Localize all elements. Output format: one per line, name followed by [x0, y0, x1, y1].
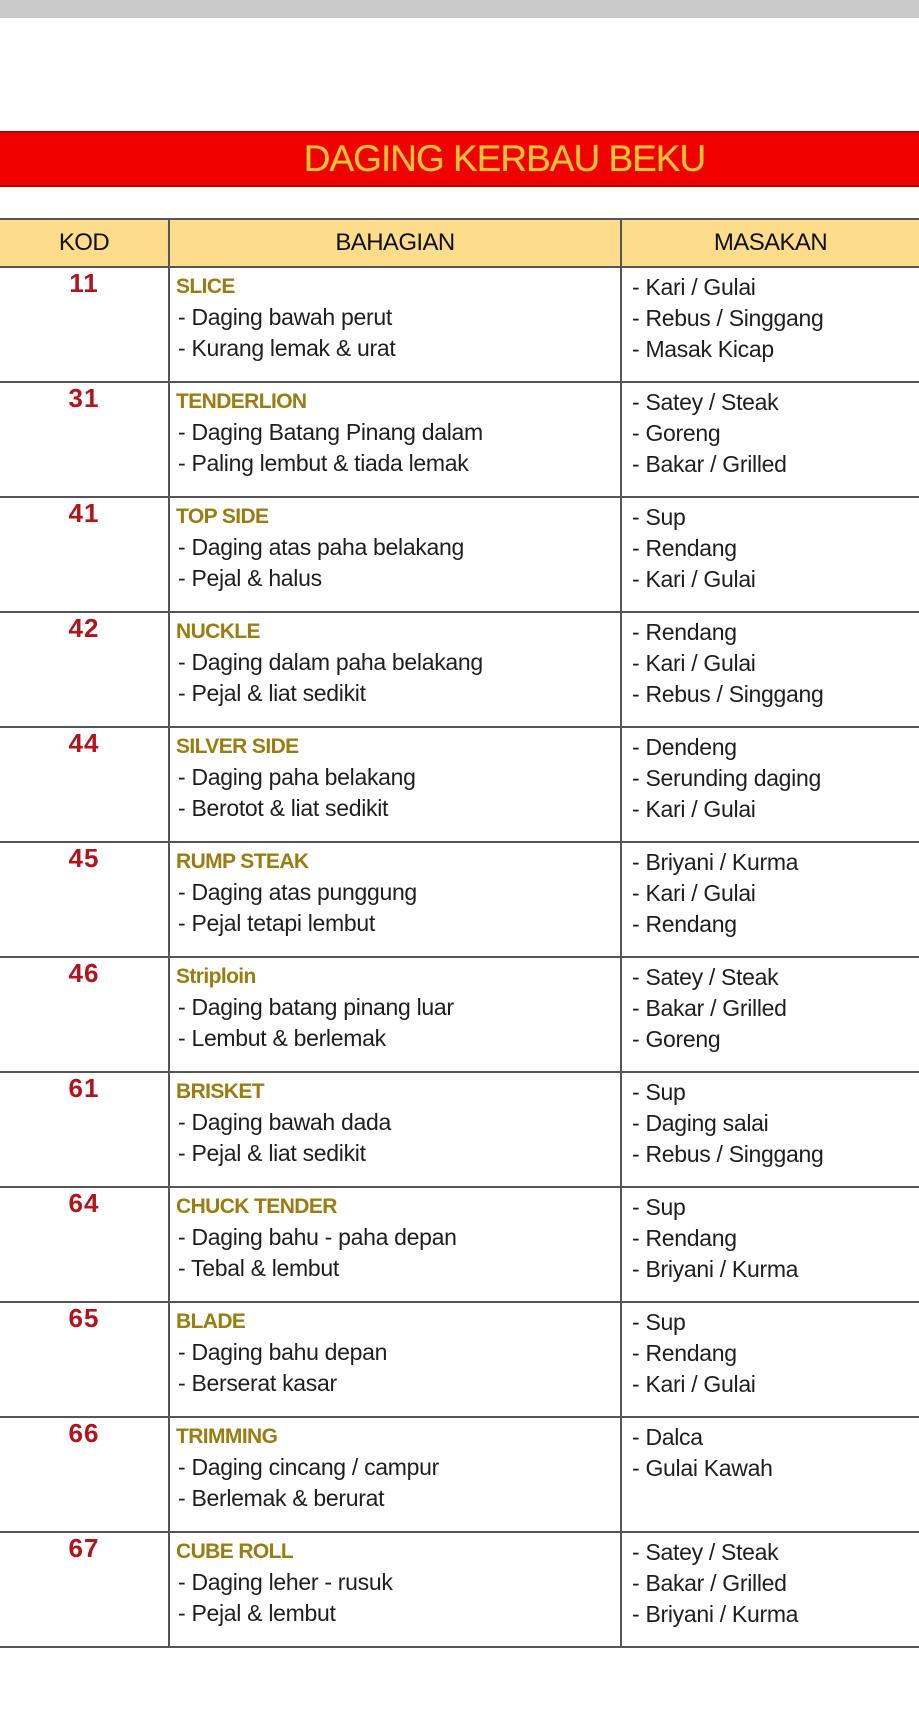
cooking-method-2: - Rebus / Singgang	[632, 305, 824, 331]
cut-name: SILVER SIDE	[176, 735, 299, 758]
cut-code: 42	[0, 612, 169, 727]
cooking-method-2: - Goreng	[632, 420, 721, 446]
cut-part-cell	[169, 382, 621, 497]
cut-description-2: - Berotot & liat sedikit	[178, 795, 389, 821]
cut-part-cell	[169, 957, 621, 1072]
cooking-method-3: - Rebus / Singgang	[632, 681, 824, 707]
cooking-method-3: - Briyani / Kurma	[632, 1256, 799, 1282]
table-row	[0, 1072, 919, 1187]
cut-name: CUBE ROLL	[176, 1540, 294, 1563]
cooking-methods-cell	[621, 497, 919, 612]
table-row	[0, 1532, 919, 1647]
top-gray-strip	[0, 0, 919, 18]
header-kod: KOD	[0, 219, 169, 267]
table-row	[0, 267, 919, 382]
cut-description-1: - Daging dalam paha belakang	[178, 649, 483, 675]
cut-part-cell	[169, 1187, 621, 1302]
cooking-method-3: - Rebus / Singgang	[632, 1141, 824, 1167]
cut-description-2: - Pejal & lembut	[178, 1600, 336, 1626]
cut-part-cell	[169, 1532, 621, 1647]
cut-description-2: - Kurang lemak & urat	[178, 335, 396, 361]
bottom-blank-area	[0, 1650, 919, 1711]
cooking-method-2: - Kari / Gulai	[632, 880, 756, 906]
cooking-method-1: - Satey / Steak	[632, 389, 779, 415]
table-row	[0, 842, 919, 957]
cut-code: 31	[0, 382, 169, 497]
cut-name: CHUCK TENDER	[176, 1195, 337, 1218]
cut-description-1: - Daging leher - rusuk	[178, 1569, 393, 1595]
cooking-method-1: - Satey / Steak	[632, 1539, 779, 1565]
cut-part-cell	[169, 267, 621, 382]
cooking-method-1: - Dendeng	[632, 734, 737, 760]
cut-name: TOP SIDE	[176, 505, 269, 528]
cooking-method-3: - Bakar / Grilled	[632, 451, 787, 477]
cooking-method-2: - Rendang	[632, 1225, 737, 1251]
cooking-method-3: - Kari / Gulai	[632, 796, 756, 822]
cut-code: 44	[0, 727, 169, 842]
table-row	[0, 727, 919, 842]
cut-part-cell	[169, 1417, 621, 1532]
cut-description-1: - Daging batang pinang luar	[178, 994, 454, 1020]
cut-description-1: - Daging paha belakang	[178, 764, 416, 790]
table-row	[0, 957, 919, 1072]
table-row	[0, 382, 919, 497]
cut-code: 11	[0, 267, 169, 382]
cut-part-cell	[169, 1072, 621, 1187]
cut-description-2: - Pejal & halus	[178, 565, 322, 591]
cooking-method-2: - Bakar / Grilled	[632, 1570, 787, 1596]
cooking-method-2: - Rendang	[632, 535, 737, 561]
cooking-method-1: - Dalca	[632, 1424, 703, 1450]
cooking-methods-cell	[621, 1417, 919, 1532]
cooking-method-1: - Kari / Gulai	[632, 274, 756, 300]
cut-description-1: - Daging bahu depan	[178, 1339, 388, 1365]
cooking-method-3: - Masak Kicap	[632, 336, 774, 362]
meat-cuts-table	[0, 218, 919, 1648]
cooking-method-1: - Briyani / Kurma	[632, 849, 799, 875]
table-row	[0, 1302, 919, 1417]
table-header-row	[0, 219, 919, 267]
cooking-methods-cell	[621, 842, 919, 957]
cut-description-1: - Daging Batang Pinang dalam	[178, 419, 483, 445]
cooking-method-2: - Daging salai	[632, 1110, 769, 1136]
cooking-method-1: - Sup	[632, 504, 686, 530]
cut-description-2: - Tebal & lembut	[178, 1255, 339, 1281]
cooking-method-1: - Rendang	[632, 619, 737, 645]
cut-name: Striploin	[176, 965, 256, 988]
cooking-method-2: - Bakar / Grilled	[632, 995, 787, 1021]
cooking-methods-cell	[621, 1072, 919, 1187]
header-masakan: MASAKAN	[621, 219, 919, 267]
cooking-methods-cell	[621, 727, 919, 842]
cut-description-1: - Daging atas paha belakang	[178, 534, 465, 560]
cut-description-2: - Berserat kasar	[178, 1370, 337, 1396]
cut-code: 64	[0, 1187, 169, 1302]
cut-description-2: - Lembut & berlemak	[178, 1025, 386, 1051]
cut-code: 61	[0, 1072, 169, 1187]
cooking-methods-cell	[621, 957, 919, 1072]
cut-description-1: - Daging cincang / campur	[178, 1454, 439, 1480]
cut-part-cell	[169, 842, 621, 957]
cooking-methods-cell	[621, 382, 919, 497]
table-body	[0, 267, 919, 1647]
cut-code: 67	[0, 1532, 169, 1647]
cooking-method-3: - Kari / Gulai	[632, 1371, 756, 1397]
cut-description-1: - Daging atas punggung	[178, 879, 417, 905]
cut-description-2: - Paling lembut & tiada lemak	[178, 450, 469, 476]
cut-description-2: - Pejal tetapi lembut	[178, 910, 375, 936]
cut-description-2: - Pejal & liat sedikit	[178, 680, 366, 706]
cooking-method-3: - Kari / Gulai	[632, 566, 756, 592]
cooking-method-2: - Rendang	[632, 1340, 737, 1366]
cooking-methods-cell	[621, 612, 919, 727]
table-row	[0, 497, 919, 612]
page-title: DAGING KERBAU BEKU	[303, 138, 706, 179]
cut-name: NUCKLE	[176, 620, 260, 643]
cut-code: 66	[0, 1417, 169, 1532]
header-bahagian: BAHAGIAN	[169, 219, 621, 267]
cut-code: 41	[0, 497, 169, 612]
cooking-method-3: - Briyani / Kurma	[632, 1601, 799, 1627]
cut-code: 65	[0, 1302, 169, 1417]
cut-name: RUMP STEAK	[176, 850, 309, 873]
cooking-method-1: - Sup	[632, 1079, 686, 1105]
table-row	[0, 612, 919, 727]
cut-description-1: - Daging bahu - paha depan	[178, 1224, 457, 1250]
cooking-method-3: - Goreng	[632, 1026, 721, 1052]
cut-name: TRIMMING	[176, 1425, 278, 1448]
cut-part-cell	[169, 1302, 621, 1417]
cut-description-1: - Daging bawah dada	[178, 1109, 391, 1135]
title-banner	[0, 131, 919, 187]
cooking-methods-cell	[621, 1187, 919, 1302]
cooking-method-1: - Satey / Steak	[632, 964, 779, 990]
cut-part-cell	[169, 497, 621, 612]
cut-part-cell	[169, 612, 621, 727]
cooking-method-1: - Sup	[632, 1194, 686, 1220]
cut-name: BRISKET	[176, 1080, 264, 1103]
cooking-method-2: - Serunding daging	[632, 765, 821, 791]
cooking-methods-cell	[621, 267, 919, 382]
cooking-methods-cell	[621, 1302, 919, 1417]
cut-name: SLICE	[176, 275, 235, 298]
cooking-method-2: - Kari / Gulai	[632, 650, 756, 676]
cooking-method-3: - Rendang	[632, 911, 737, 937]
cooking-method-1: - Sup	[632, 1309, 686, 1335]
table-row	[0, 1417, 919, 1532]
cooking-methods-cell	[621, 1532, 919, 1647]
cooking-method-2: - Gulai Kawah	[632, 1455, 773, 1481]
cut-description-1: - Daging bawah perut	[178, 304, 392, 330]
cut-code: 45	[0, 842, 169, 957]
cut-description-2: - Berlemak & berurat	[178, 1485, 385, 1511]
table-row	[0, 1187, 919, 1302]
cut-name: BLADE	[176, 1310, 246, 1333]
cut-code: 46	[0, 957, 169, 1072]
cut-name: TENDERLION	[176, 390, 307, 413]
cut-part-cell	[169, 727, 621, 842]
cut-description-2: - Pejal & liat sedikit	[178, 1140, 366, 1166]
